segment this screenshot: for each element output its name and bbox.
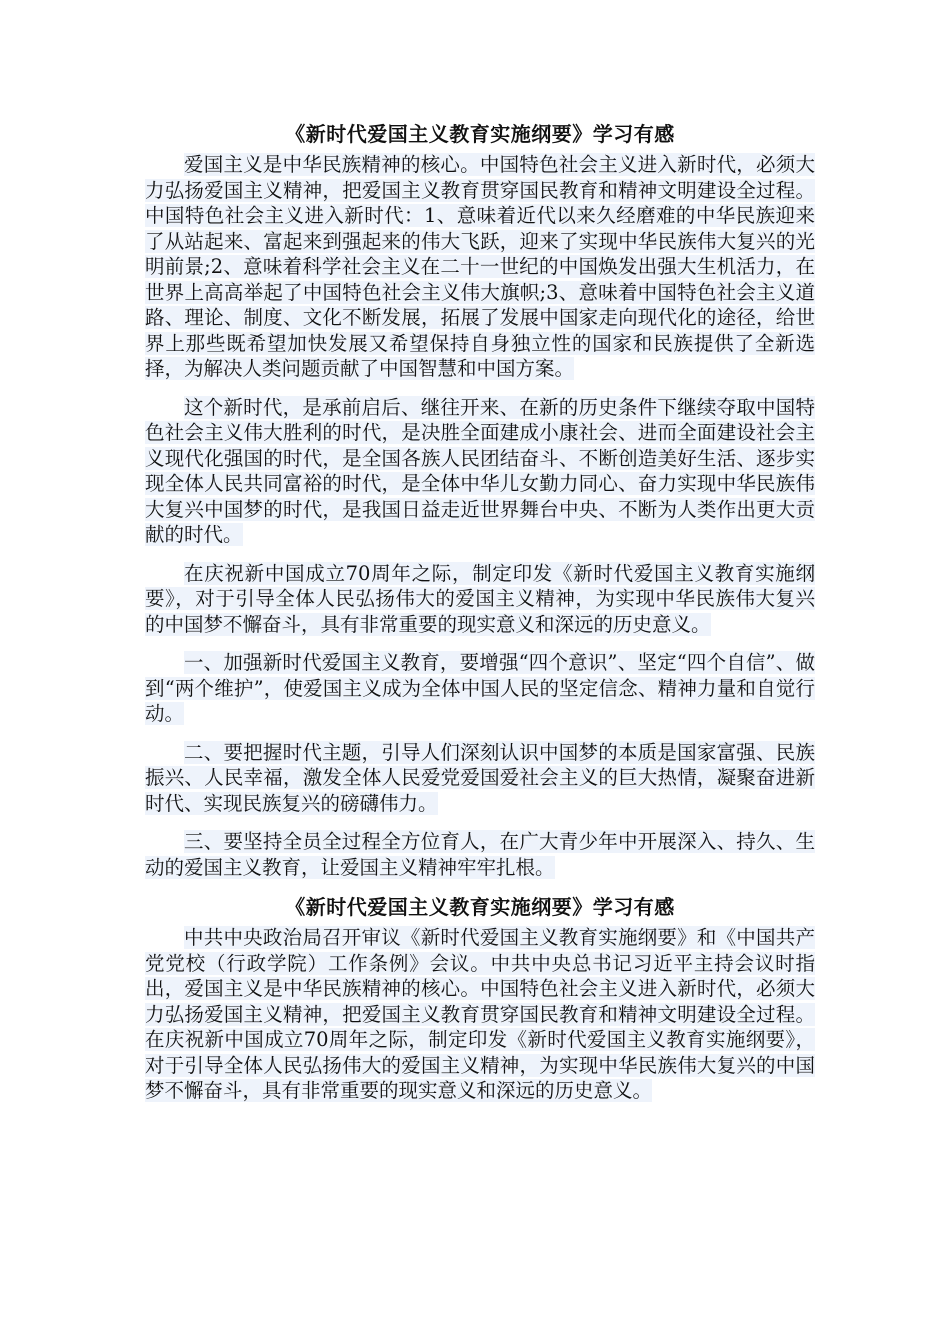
paragraph-text: 在庆祝新中国成立70周年之际，制定印发《新时代爱国主义教育实施纲要》，对于引导全体人民弘扬伟大的爱国主义精神，为实现中华民族伟大复兴的中国梦不懈奋斗，具有非常重要的现实意义和深远的历史意义。 (145, 561, 815, 636)
section-2-paragraph-1 (145, 925, 815, 1104)
paragraph-text: 一、加强新时代爱国主义教育，要增强“四个意识”、坚定“四个自信”、做到“两个维护”，使爱国主义成为全体中国人民的坚定信念、精神力量和自觉行动。 (145, 651, 815, 725)
paragraph-text: 二、要把握时代主题，引导人们深刻认识中国梦的本质是国家富强、民族振兴、人民幸福，激发全体人民爱党爱国爱社会主义的巨大热情，凝聚奋进新时代、实现民族复兴的磅礴伟力。 (145, 740, 815, 815)
section-1-paragraph-1 (145, 152, 815, 382)
section-1-paragraph-5 (145, 740, 815, 817)
document-body (145, 120, 815, 1117)
paragraph-text: 这个新时代，是承前启后、继往开来、在新的历史条件下继续夺取中国特色社会主义伟大胜利的时代，是决胜全面建成小康社会、进而全面建设社会主义现代化强国的时代，是全国各族人民团结奋斗、不断创造美好生活、逐步实现全体人民共同富裕的时代，是全体中华儿女勤力同心、奋力实现中华民族伟大复兴中国梦的时代，是我国日益走近世界舞台中央、不断为人类作出更大贡献的时代。 (145, 395, 815, 546)
paragraph-text: 三、要坚持全员全过程全方位育人，在广大青少年中开展深入、持久、生动的爱国主义教育，让爱国主义精神牢牢扎根。 (145, 830, 815, 879)
section-1-title: 《新时代爱国主义教育实施纲要》学习有感 (285, 122, 675, 146)
section-1-paragraph-2 (145, 395, 815, 548)
section-1-paragraph-6 (145, 829, 815, 880)
section-1-paragraph-3 (145, 561, 815, 638)
section-1-paragraph-4 (145, 650, 815, 727)
section-2-title: 《新时代爱国主义教育实施纲要》学习有感 (285, 895, 675, 919)
paragraph-text: 爱国主义是中华民族精神的核心。中国特色社会主义进入新时代，必须大力弘扬爱国主义精神，把爱国主义教育贯穿国民教育和精神文明建设全过程。中国特色社会主义进入新时代：1、意味着近代以来久经磨难的中华民族迎来了从站起来、富起来到强起来的伟大飞跃，迎来了实现中华民族伟大复兴的光明前景;2、意味着科学社会主义在二十一世纪的中国焕发出强大生机活力，在世界上高高举起了中国特色社会主义伟大旗帜;3、意味着中国特色社会主义道路、理论、制度、文化不断发展，拓展了发展中国家走向现代化的途径，给世界上那些既希望加快发展又希望保持自身独立性的国家和民族提供了全新选择，为解决人类问题贡献了中国智慧和中国方案。 (145, 153, 815, 380)
paragraph-text: 中共中央政治局召开审议《新时代爱国主义教育实施纲要》和《中国共产党党校（行政学院）工作条例》会议。中共中央总书记习近平主持会议时指出，爱国主义是中华民族精神的核心。中国特色社会主义进入新时代，必须大力弘扬爱国主义精神，把爱国主义教育贯穿国民教育和精神文明建设全过程。在庆祝新中国成立70周年之际，制定印发《新时代爱国主义教育实施纲要》，对于引导全体人民弘扬伟大的爱国主义精神，为实现中华民族伟大复兴的中国梦不懈奋斗，具有非常重要的现实意义和深远的历史意义。 (145, 926, 815, 1102)
